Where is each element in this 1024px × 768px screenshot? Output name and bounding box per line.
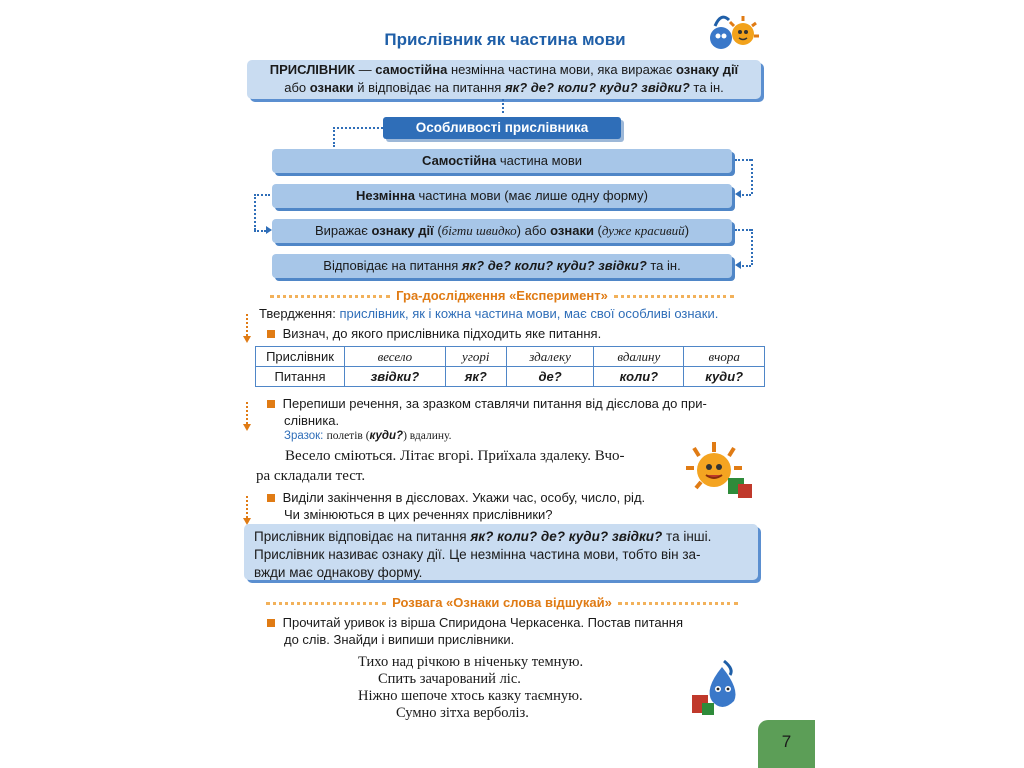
poem-line: Тихо над річкою в ніченьку темную. — [358, 654, 584, 670]
poem-line: Сумно зітха верболіз. — [396, 705, 529, 721]
arrow-line — [246, 314, 248, 336]
connector-line — [254, 194, 256, 230]
table-row — [256, 367, 765, 387]
table-cell: як? — [445, 367, 506, 387]
arrow-icon — [735, 190, 741, 198]
sentence-line: Весело сміються. Літає вгорі. Приїхала здалеку. Вчо- — [285, 448, 625, 464]
conclusion-text: та інші. — [662, 529, 712, 544]
feature-bold: Самостійна — [422, 153, 497, 168]
definition-text: й відповідає на питання — [353, 80, 505, 95]
definition-text: або — [284, 80, 310, 95]
connector-line — [254, 194, 270, 196]
definition-text: та ін. — [689, 80, 724, 95]
definition-text: — — [354, 62, 376, 77]
connector-line — [735, 159, 751, 161]
sun-mascot-illustration — [684, 440, 754, 500]
connector-line — [333, 127, 335, 147]
statement-label: Твердження: — [259, 306, 340, 321]
task-item — [267, 614, 757, 648]
connector-line — [502, 99, 504, 113]
connector-line — [751, 159, 753, 194]
conclusion-box — [244, 524, 758, 580]
table-cell: звідки? — [345, 367, 446, 387]
conclusion-text: вжди має однакову форму. — [254, 565, 423, 580]
table-cell: коли? — [594, 367, 684, 387]
sample — [284, 430, 452, 442]
game-section-header — [252, 288, 752, 303]
task-text: слівника. — [284, 413, 340, 428]
page-number: 7 — [758, 720, 815, 768]
feature-expresses — [272, 219, 732, 243]
page-title: Прислівник як частина мови — [384, 30, 626, 49]
task-item — [267, 489, 687, 523]
definition-bold: ознаки — [309, 80, 354, 95]
feature-text: Відповідає на питання — [323, 258, 462, 273]
bullet-icon — [267, 619, 275, 627]
sentence-line: ра складали тест. — [256, 468, 366, 484]
table-cell: де? — [506, 367, 594, 387]
feature-bold: ознаки — [550, 223, 594, 238]
definition-questions: як? де? коли? куди? звідки? — [504, 80, 690, 95]
bullet-icon — [267, 494, 275, 502]
arrow-down-icon — [243, 424, 251, 431]
arrow-line — [246, 402, 248, 424]
connector-line — [751, 229, 753, 265]
bullet-icon — [267, 330, 275, 338]
task-text: Перепиши речення, за зразком ставлячи питання від дієслова до при- — [282, 396, 707, 411]
table-cell: вчора — [684, 347, 765, 367]
adverb-question-table — [255, 346, 765, 387]
feature-text: та ін. — [646, 258, 681, 273]
feature-example: бігти швидко — [441, 223, 517, 238]
task-item — [267, 395, 757, 429]
feature-text: частина мови — [496, 153, 582, 168]
feature-text: ) — [684, 223, 690, 238]
sample-label: Зразок: — [284, 430, 327, 442]
conclusion-questions: як? коли? де? куди? звідки? — [470, 529, 663, 544]
divider — [618, 602, 738, 605]
feature-unchangeable — [272, 184, 732, 208]
feature-answers — [272, 254, 732, 278]
feature-text: ( — [593, 223, 602, 238]
divider — [614, 295, 734, 298]
table-header-cell: Питання — [256, 367, 345, 387]
poem — [358, 654, 658, 722]
connector-line — [333, 127, 383, 129]
table-row — [256, 347, 765, 367]
task-text: Прочитай уривок із вірша Спиридона Черкасенка. Постав питання — [282, 615, 684, 630]
poem-line: Спить зачарований ліс. — [378, 671, 521, 687]
task-item — [267, 326, 767, 341]
feature-bold: Незмінна — [356, 188, 415, 203]
arrow-down-icon — [243, 336, 251, 343]
task-text: Визнач, до якого прислівника підходить яке питання. — [282, 326, 602, 341]
sample-text: ) вдалину. — [403, 430, 452, 442]
mascots-illustration — [703, 8, 761, 56]
features-title: Особливості прислівника — [383, 117, 621, 139]
drop-mascot-illustration — [690, 655, 750, 717]
feature-text: ) або — [516, 223, 551, 238]
game-statement — [259, 306, 759, 321]
feature-text: Виражає — [314, 223, 372, 238]
poem-line: Ніжно шепоче хтось казку таємную. — [358, 688, 583, 704]
conclusion-text: Прислівник відповідає на питання — [254, 529, 471, 544]
bullet-icon — [267, 400, 275, 408]
feature-text: частина мови (має лише одну форму) — [414, 188, 648, 203]
definition-bold: ознаку дії — [676, 62, 739, 77]
exercise-sentences — [256, 446, 681, 486]
table-cell: здалеку — [506, 347, 594, 367]
table-cell: вдалину — [594, 347, 684, 367]
fun-title: Розвага «Ознаки слова відшукай» — [392, 595, 612, 610]
arrow-icon — [735, 261, 741, 269]
connector-line — [254, 230, 266, 232]
statement-text: прислівник, як і кожна частина мови, має свої особливі ознаки. — [339, 306, 719, 321]
conclusion-text: Прислівник називає ознаку дії. Це незмінна частина мови, тобто він за- — [254, 547, 701, 562]
task-text: Чи змінюються в цих реченнях прислівники? — [284, 507, 553, 522]
connector-line — [735, 229, 751, 231]
sample-text: полетів ( — [326, 430, 370, 442]
feature-questions: як? де? коли? куди? звідки? — [461, 258, 647, 273]
feature-independent — [272, 149, 732, 173]
definition-term: ПРИСЛІВНИК — [269, 62, 355, 77]
definition-text: незмінна частина мови, яка виражає — [447, 62, 677, 77]
table-cell: куди? — [684, 367, 765, 387]
arrow-icon — [266, 226, 272, 234]
feature-example: дуже красивий — [601, 223, 685, 238]
game-title: Гра-дослідження «Експеримент» — [396, 288, 608, 303]
arrow-line — [246, 496, 248, 518]
feature-text: ( — [433, 223, 442, 238]
sample-question: куди? — [369, 430, 404, 442]
definition-bold: самостійна — [375, 62, 448, 77]
table-cell: весело — [345, 347, 446, 367]
definition-box — [247, 60, 761, 99]
task-text: до слів. Знайди і випиши прислівники. — [284, 632, 515, 647]
divider — [270, 295, 390, 298]
task-text: Виділи закінчення в дієсловах. Укажи час, особу, число, рід. — [282, 490, 646, 505]
divider — [266, 602, 386, 605]
table-header-cell: Прислівник — [256, 347, 345, 367]
feature-bold: ознаку дії — [371, 223, 434, 238]
table-cell: угорі — [445, 347, 506, 367]
fun-section-header — [252, 595, 752, 610]
